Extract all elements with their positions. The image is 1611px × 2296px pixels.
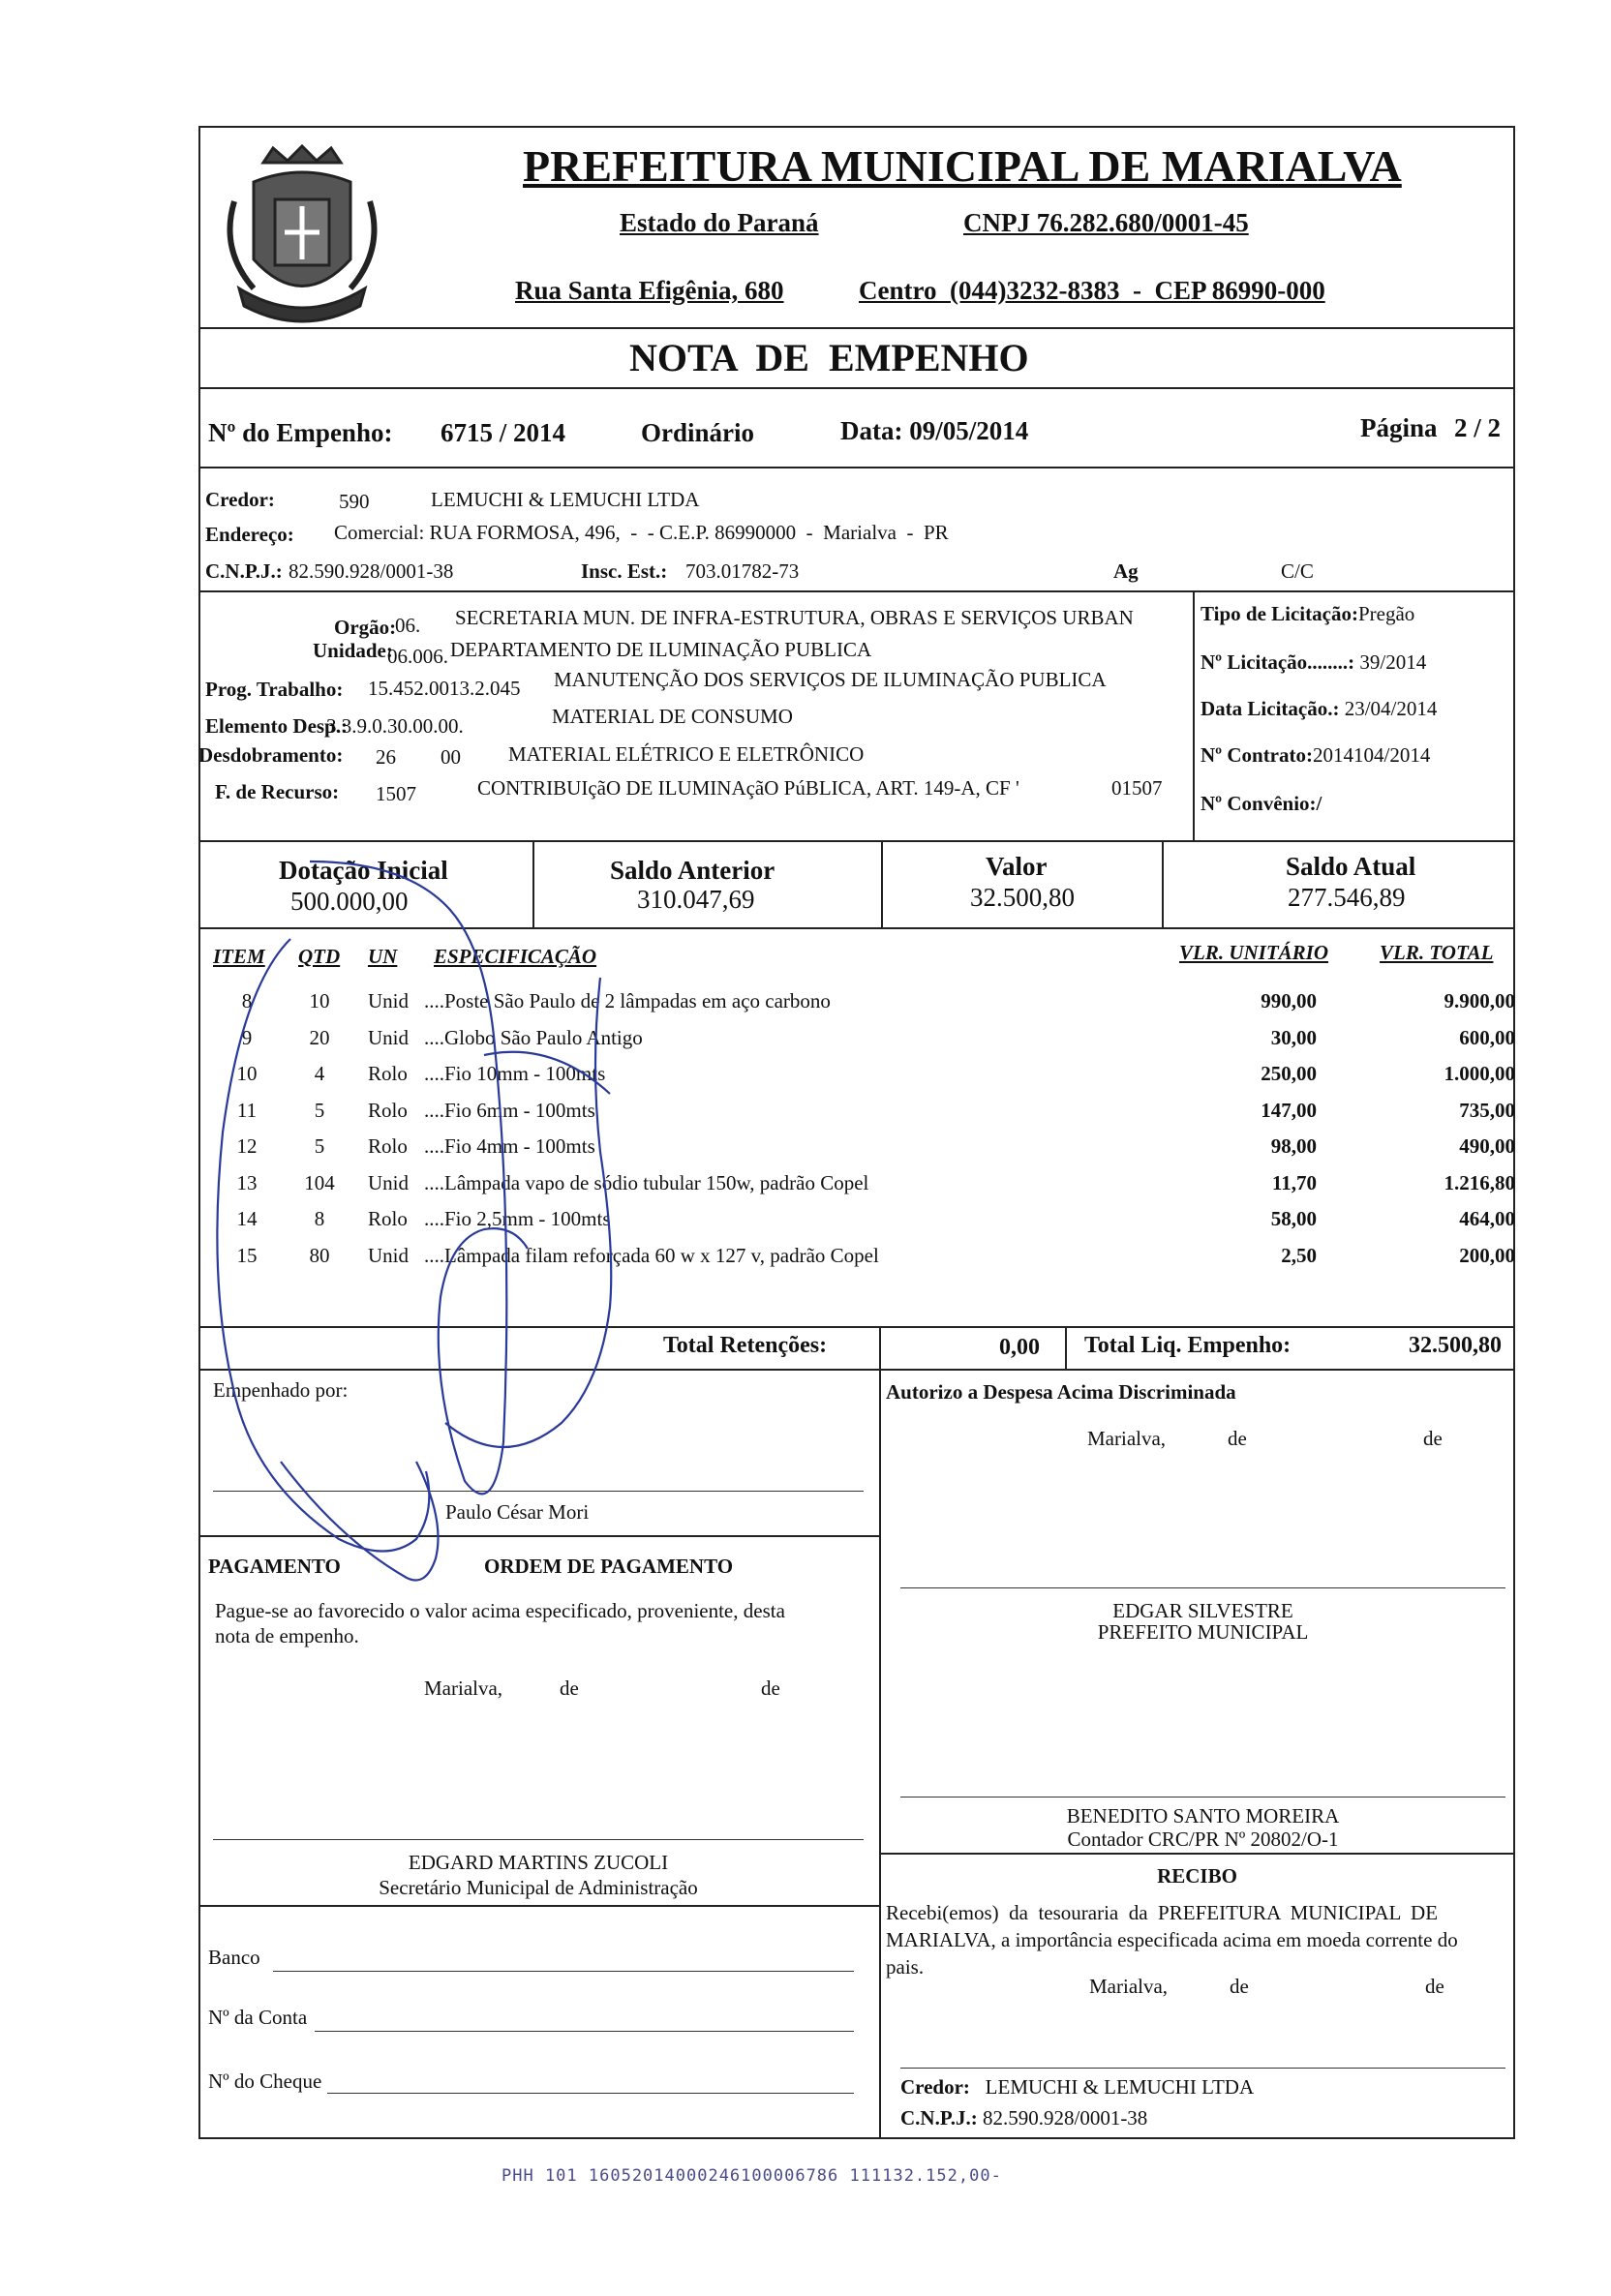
desdobramento-a: 26	[376, 745, 396, 769]
recibo-line2: MARIALVA, a importância especificada acima em moeda corrente do	[886, 1928, 1458, 1951]
desdobramento-label: Desdobramento:	[198, 743, 344, 767]
page-number: 2 / 2	[1454, 413, 1502, 442]
item-unit: Rolo	[368, 1062, 408, 1085]
insc-label: Insc. Est.:	[581, 559, 668, 583]
item-description: ....Poste São Paulo de 2 lâmpadas em aço carbono	[424, 989, 831, 1012]
desdobramento-name: MATERIAL ELÉTRICO E ELETRÔNICO	[508, 742, 865, 766]
item-number: 10	[236, 1062, 258, 1085]
orgao-name: SECRETARIA MUN. DE INFRA-ESTRUTURA, OBRAS E SERVIÇOS URBAN	[455, 606, 1134, 629]
footer-cnpj-label: C.N.P.J.:	[900, 2106, 978, 2130]
col-qtd: QTD	[298, 945, 341, 968]
prog-label: Prog. Trabalho:	[205, 678, 344, 701]
convenio-label: Nº Convênio:/	[1201, 792, 1322, 815]
item-total-price: 1.000,00	[1444, 1062, 1515, 1085]
credor-label: Credor:	[205, 488, 275, 511]
liq-value: 32.500,80	[1409, 1333, 1502, 1358]
item-unit: Unid	[368, 1243, 409, 1267]
item-unit: Unid	[368, 989, 409, 1012]
endereco: Comercial: RUA FORMOSA, 496, - - C.E.P. 86990000 - Marialva - PR	[334, 521, 949, 544]
right-marialva-1: Marialva,	[1087, 1427, 1167, 1450]
unidade-label: Unidade:	[313, 639, 393, 662]
saldo-atual-value: 277.546,89	[1288, 883, 1406, 912]
page-title: PREFEITURA MUNICIPAL DE MARIALVA	[523, 141, 1402, 191]
item-qtd: 104	[304, 1170, 335, 1194]
item-description: ....Fio 4mm - 100mts	[424, 1134, 595, 1158]
liq-label: Total Liq. Empenho:	[1084, 1333, 1292, 1358]
handwritten-signature	[194, 842, 658, 1587]
item-qtd: 5	[314, 1098, 325, 1122]
conta-label: Nº da Conta	[208, 2006, 308, 2029]
footer-credor-label: Credor:	[900, 2075, 970, 2099]
recurso-code2: 01507	[1111, 776, 1163, 800]
saldo-anterior-value: 310.047,69	[637, 885, 755, 914]
retencoes-label: Total Retenções:	[663, 1333, 828, 1358]
right-de-1b: de	[1423, 1427, 1443, 1450]
col-un: UN	[368, 945, 398, 968]
empenho-date: Data: 09/05/2014	[840, 416, 1029, 445]
item-qtd: 20	[309, 1025, 330, 1049]
item-qtd: 10	[309, 989, 330, 1012]
item-qtd: 4	[314, 1062, 325, 1085]
valor-label: Valor	[986, 852, 1048, 881]
header-cnpj: CNPJ 76.282.680/0001-45	[963, 208, 1249, 237]
recibo-line1: Recebi(emos) da tesouraria da PREFEITURA MUNICIPAL DE	[886, 1901, 1439, 1924]
unidade-name: DEPARTAMENTO DE ILUMINAÇÃO PUBLICA	[450, 638, 872, 661]
item-total-price: 200,00	[1459, 1243, 1515, 1267]
item-number: 14	[236, 1207, 258, 1230]
col-item: ITEM	[213, 945, 265, 968]
insc-value: 703.01782-73	[685, 559, 800, 583]
contrato-label: Nº Contrato:	[1201, 743, 1313, 767]
contador-title: Contador CRC/PR Nº 20802/O-1	[1067, 1828, 1339, 1851]
credor-name: LEMUCHI & LEMUCHI LTDA	[431, 488, 700, 511]
prefeito-title: PREFEITO MUNICIPAL	[1097, 1620, 1309, 1644]
dotacao-inicial-value: 500.000,00	[290, 887, 409, 916]
item-unit-price: 2,50	[1281, 1243, 1317, 1267]
empenho-type: Ordinário	[641, 418, 755, 447]
left-de-2: de	[761, 1677, 780, 1700]
item-description: ....Lâmpada filam reforçada 60 w x 127 v, padrão Copel	[424, 1243, 879, 1267]
num-licitacao-label: Nº Licitação........:	[1201, 650, 1355, 674]
credor-code: 590	[339, 490, 370, 513]
pague-line1: Pague-se ao favorecido o valor acima especificado, proveniente, desta	[215, 1599, 785, 1622]
recibo-line3: pais.	[886, 1955, 925, 1979]
secretario-name: EDGARD MARTINS ZUCOLI	[408, 1851, 669, 1874]
left-de-1: de	[560, 1677, 579, 1700]
empenho-number: 6715 / 2014	[441, 418, 566, 447]
retencoes-value: 0,00	[999, 1335, 1040, 1360]
page-label: Página	[1360, 413, 1438, 442]
secretario-title: Secretário Municipal de Administração	[379, 1876, 698, 1899]
autorizo-label: Autorizo a Despesa Acima Discriminada	[886, 1380, 1236, 1404]
num-licitacao: 39/2014	[1359, 650, 1427, 674]
item-number: 11	[236, 1098, 258, 1122]
address-rest: Centro (044)3232-8383 - CEP 86990-000	[859, 276, 1325, 305]
item-unit-price: 990,00	[1261, 989, 1317, 1012]
footer-cnpj: 82.590.928/0001-38	[982, 2106, 1148, 2130]
banco-label: Banco	[208, 1946, 260, 1969]
recurso-name: CONTRIBUIçãO DE ILUMINAçãO PúBLICA, ART. 149-A, CF '	[477, 776, 1019, 800]
ag-label: Ag	[1113, 559, 1139, 583]
item-number: 15	[236, 1243, 258, 1267]
unidade-code: 06.006.	[387, 645, 448, 668]
item-unit: Unid	[368, 1170, 409, 1194]
elemento-code: 3.3.9.0.30.00.00.	[326, 714, 464, 738]
cheque-label: Nº do Cheque	[208, 2069, 322, 2093]
col-espec: ESPECIFICAÇÃO	[434, 945, 597, 968]
address-street: Rua Santa Efigênia, 680	[515, 276, 784, 305]
contrato-number: 2014104/2014	[1313, 743, 1431, 767]
recurso-code: 1507	[376, 782, 416, 805]
col-vlr-total: VLR. TOTAL	[1380, 941, 1494, 964]
item-unit-price: 11,70	[1271, 1170, 1317, 1194]
orgao-label: Orgão:	[334, 616, 397, 639]
item-number: 8	[241, 989, 253, 1012]
valor-value: 32.500,80	[970, 883, 1075, 912]
item-total-price: 1.216,80	[1444, 1170, 1515, 1194]
item-number: 13	[236, 1170, 258, 1194]
item-unit: Rolo	[368, 1207, 408, 1230]
right-de-2b: de	[1425, 1975, 1444, 1998]
item-total-price: 735,00	[1459, 1098, 1515, 1122]
desdobramento-b: 00	[441, 745, 461, 769]
right-de-1a: de	[1228, 1427, 1247, 1450]
col-vlr-unit: VLR. UNITÁRIO	[1179, 941, 1329, 964]
dotacao-inicial-label: Dotação Inicial	[279, 856, 448, 885]
empenhado-name: Paulo César Mori	[445, 1500, 590, 1524]
item-total-price: 464,00	[1459, 1207, 1515, 1230]
endereco-label: Endereço:	[205, 523, 294, 546]
item-unit-price: 58,00	[1270, 1207, 1317, 1230]
empenho-number-label: Nº do Empenho:	[208, 418, 393, 447]
item-unit: Unid	[368, 1025, 409, 1049]
item-number: 9	[241, 1025, 253, 1049]
elemento-name: MATERIAL DE CONSUMO	[552, 705, 793, 728]
pagamento-label: PAGAMENTO	[208, 1555, 341, 1578]
item-description: ....Globo São Paulo Antigo	[424, 1025, 643, 1049]
item-total-price: 490,00	[1459, 1134, 1515, 1158]
item-unit: Rolo	[368, 1134, 408, 1158]
recibo-title: RECIBO	[1157, 1864, 1237, 1888]
barcode-text: PHH 101 16052014000246100006786 111132.152,00-	[502, 2166, 1002, 2186]
tipo-licitacao-label: Tipo de Licitação:	[1201, 602, 1358, 625]
empenhado-label: Empenhado por:	[213, 1378, 349, 1402]
item-qtd: 80	[309, 1243, 330, 1267]
state-name: Estado do Paraná	[620, 208, 819, 237]
data-licitacao: 23/04/2014	[1344, 697, 1438, 720]
prog-code: 15.452.0013.2.045	[368, 677, 521, 700]
item-description: ....Fio 6mm - 100mts	[424, 1098, 595, 1122]
data-licitacao-label: Data Licitação.:	[1201, 697, 1340, 720]
item-qtd: 5	[314, 1134, 325, 1158]
right-de-2a: de	[1230, 1975, 1249, 1998]
item-unit-price: 147,00	[1261, 1098, 1317, 1122]
item-description: ....Fio 2,5mm - 100mts	[424, 1207, 611, 1230]
item-unit: Rolo	[368, 1098, 408, 1122]
credor-cnpj: 82.590.928/0001-38	[289, 559, 454, 583]
elemento-label: Elemento Desp.:	[205, 714, 348, 738]
prefeito-name: EDGAR SILVESTRE	[1112, 1599, 1293, 1622]
saldo-atual-label: Saldo Atual	[1286, 852, 1416, 881]
orgao-code: 06.	[395, 614, 421, 637]
document-title: NOTA DE EMPENHO	[629, 336, 1029, 379]
item-total-price: 9.900,00	[1444, 989, 1515, 1012]
ordem-pagamento: ORDEM DE PAGAMENTO	[484, 1555, 734, 1578]
item-unit-price: 98,00	[1270, 1134, 1317, 1158]
cc-label: C/C	[1281, 559, 1314, 583]
item-number: 12	[236, 1134, 258, 1158]
footer-credor-name: LEMUCHI & LEMUCHI LTDA	[985, 2075, 1255, 2099]
pague-line2: nota de empenho.	[215, 1624, 359, 1647]
prog-name: MANUTENÇÃO DOS SERVIÇOS DE ILUMINAÇÃO PUBLICA	[554, 668, 1107, 691]
item-total-price: 600,00	[1459, 1025, 1515, 1049]
recurso-label: F. de Recurso:	[215, 780, 340, 803]
tipo-licitacao: Pregão	[1357, 602, 1415, 625]
left-marialva: Marialva,	[424, 1677, 503, 1700]
item-unit-price: 30,00	[1270, 1025, 1317, 1049]
cnpj-label: C.N.P.J.:	[205, 559, 283, 583]
item-description: ....Fio 10mm - 100mts	[424, 1062, 606, 1085]
saldo-anterior-label: Saldo Anterior	[610, 856, 775, 885]
item-qtd: 8	[314, 1207, 325, 1230]
item-description: ....Lâmpada vapo de sódio tubular 150w, padrão Copel	[424, 1170, 869, 1194]
right-marialva-2: Marialva,	[1089, 1975, 1169, 1998]
item-unit-price: 250,00	[1261, 1062, 1317, 1085]
contador-name: BENEDITO SANTO MOREIRA	[1066, 1804, 1340, 1828]
